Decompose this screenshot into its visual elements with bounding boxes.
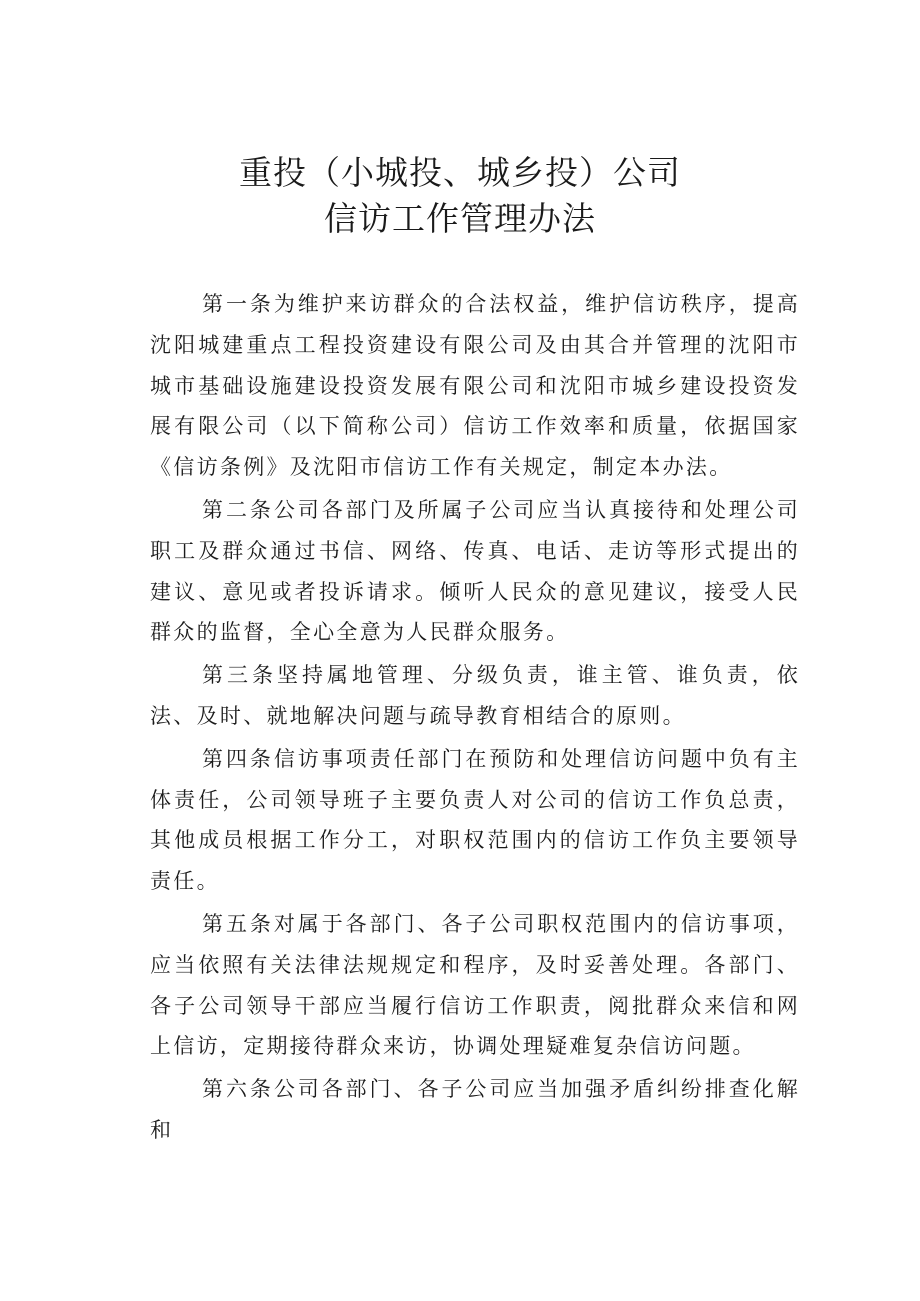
document-title [0,150,920,242]
article-1-paragraph: 第一条为维护来访群众的合法权益，维护信访秩序，提高沈阳城建重点工程投资建设有限公司及由其合并管理的沈阳市城市基础设施建设投资发展有限公司和沈阳市城乡建设投资发展有限公司（以下简称公司）信访工作效率和质量，依据国家《信访条例》及沈阳市信访工作有关规定，制定本办法。 [150,292,800,480]
article-3-paragraph: 第三条坚持属地管理、分级负责，谁主管、谁负责，依法、及时、就地解决问题与疏导教育相结合的原则。 [150,663,800,728]
article-2-paragraph: 第二条公司各部门及所属子公司应当认真接待和处理公司职工及群众通过书信、网络、传真、电话、走访等形式提出的建议、意见或者投诉请求。倾听人民众的意见建议，接受人民群众的监督，全心全意为人民群众服务。 [150,497,800,645]
article-4-paragraph: 第四条信访事项责任部门在预防和处理信访问题中负有主体责任，公司领导班子主要负责人对公司的信访工作负总责，其他成员根据工作分工，对职权范围内的信访工作负主要领导责任。 [150,746,800,894]
document-body [150,284,800,1153]
title-line-1: 重投（小城投、城乡投）公司 [239,153,681,192]
title-line-2: 信访工作管理办法 [324,199,596,238]
article-6-paragraph: 第六条公司各部门、各子公司应当加强矛盾纠纷排查化解和 [150,1077,800,1142]
article-5-paragraph: 第五条对属于各部门、各子公司职权范围内的信访事项，应当依照有关法律法规规定和程序，及时妥善处理。各部门、各子公司领导干部应当履行信访工作职责，阅批群众来信和网上信访，定期接待群众来访，协调处理疑难复杂信访问题。 [150,911,800,1059]
